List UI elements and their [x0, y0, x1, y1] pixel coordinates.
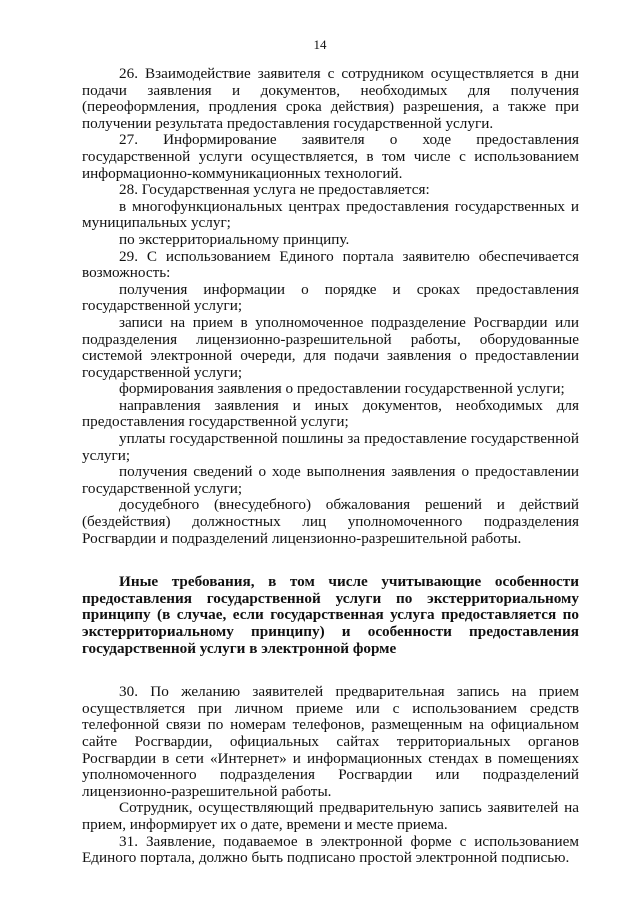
paragraph-29-item-fee: уплаты государственной пошлины за предоставление государственной услуги; — [82, 430, 579, 464]
paragraph-30-employee: Сотрудник, осуществляющий предварительную запись заявителей на прием, информирует их о дате, времени и месте приема. — [82, 799, 579, 833]
paragraph-27: 27. Информирование заявителя о ходе предоставления государственной услуги осуществляется, в том числе с использованием информационно-коммуникационных технологий. — [82, 131, 579, 182]
page-number: 14 — [313, 37, 327, 52]
paragraph-28: 28. Государственная услуга не предоставляется: — [119, 181, 430, 199]
paragraph-26: 26. Взаимодействие заявителя с сотрудником осуществляется в дни подачи заявления и документов, необходимых для получения (переоформления, продления срока действия) разрешения, а также при получении результата предоставления государственной услуги. — [82, 65, 579, 132]
paragraph-30: 30. По желанию заявителей предварительная запись на прием осуществляется при личном приеме или с использованием средств телефонной связи по номерам телефонов, размещенным на официальном сайте Росгвардии, официальных сайтах территориальных органов Росгвардии в сети «Интернет» и информационных стендах в помещениях уполномоченного подразделения Росгвардии или подразделений лицензионно-разрешительной работы. — [82, 683, 579, 800]
paragraph-28-item-extraterritorial: по экстерриториальному принципу. — [119, 230, 350, 248]
document-body — [82, 66, 579, 867]
paragraph-29-item-appointment: записи на прием в уполномоченное подразделение Росгвардии или подразделения лицензионно-разрешительной работы, оборудованные системой электронной очереди, для подачи заявления о предоставлении государственной услуги; — [82, 313, 579, 381]
paragraph-29-item-appeal: досудебного (внесудебного) обжалования решений и действий (бездействия) должностных лиц уполномоченного подразделения Росгвардии и подразделений лицензионно-разрешительной работы. — [82, 496, 579, 547]
paragraph-28-item-mfc: в многофункциональных центрах предоставления государственных и муниципальных услуг; — [82, 197, 579, 232]
paragraph-29-item-status: получения сведений о ходе выполнения заявления о предоставлении государственной услуги; — [82, 463, 579, 497]
paragraph-29-item-submit: направления заявления и иных документов, необходимых для предоставления государственной услуги; — [82, 396, 579, 431]
paragraph-29-item-info: получения информации о порядке и сроках предоставления государственной услуги; — [82, 280, 579, 315]
paragraph-29-item-form: формирования заявления о предоставлении государственной услуги; — [119, 380, 565, 398]
paragraph-29: 29. С использованием Единого портала заявителю обеспечивается возможность: — [82, 247, 579, 282]
paragraph-31: 31. Заявление, подаваемое в электронной форме с использованием Единого портала, должно быть подписано простой электронной подписью. — [82, 832, 579, 867]
section-heading: Иные требования, в том числе учитывающие особенности предоставления государственной услуги по экстерриториальному принципу (в случае, если государственная услуга предоставляется по экстерриториальному принципу) и особенности предоставления государственной услуги в электронной форме — [82, 573, 579, 657]
